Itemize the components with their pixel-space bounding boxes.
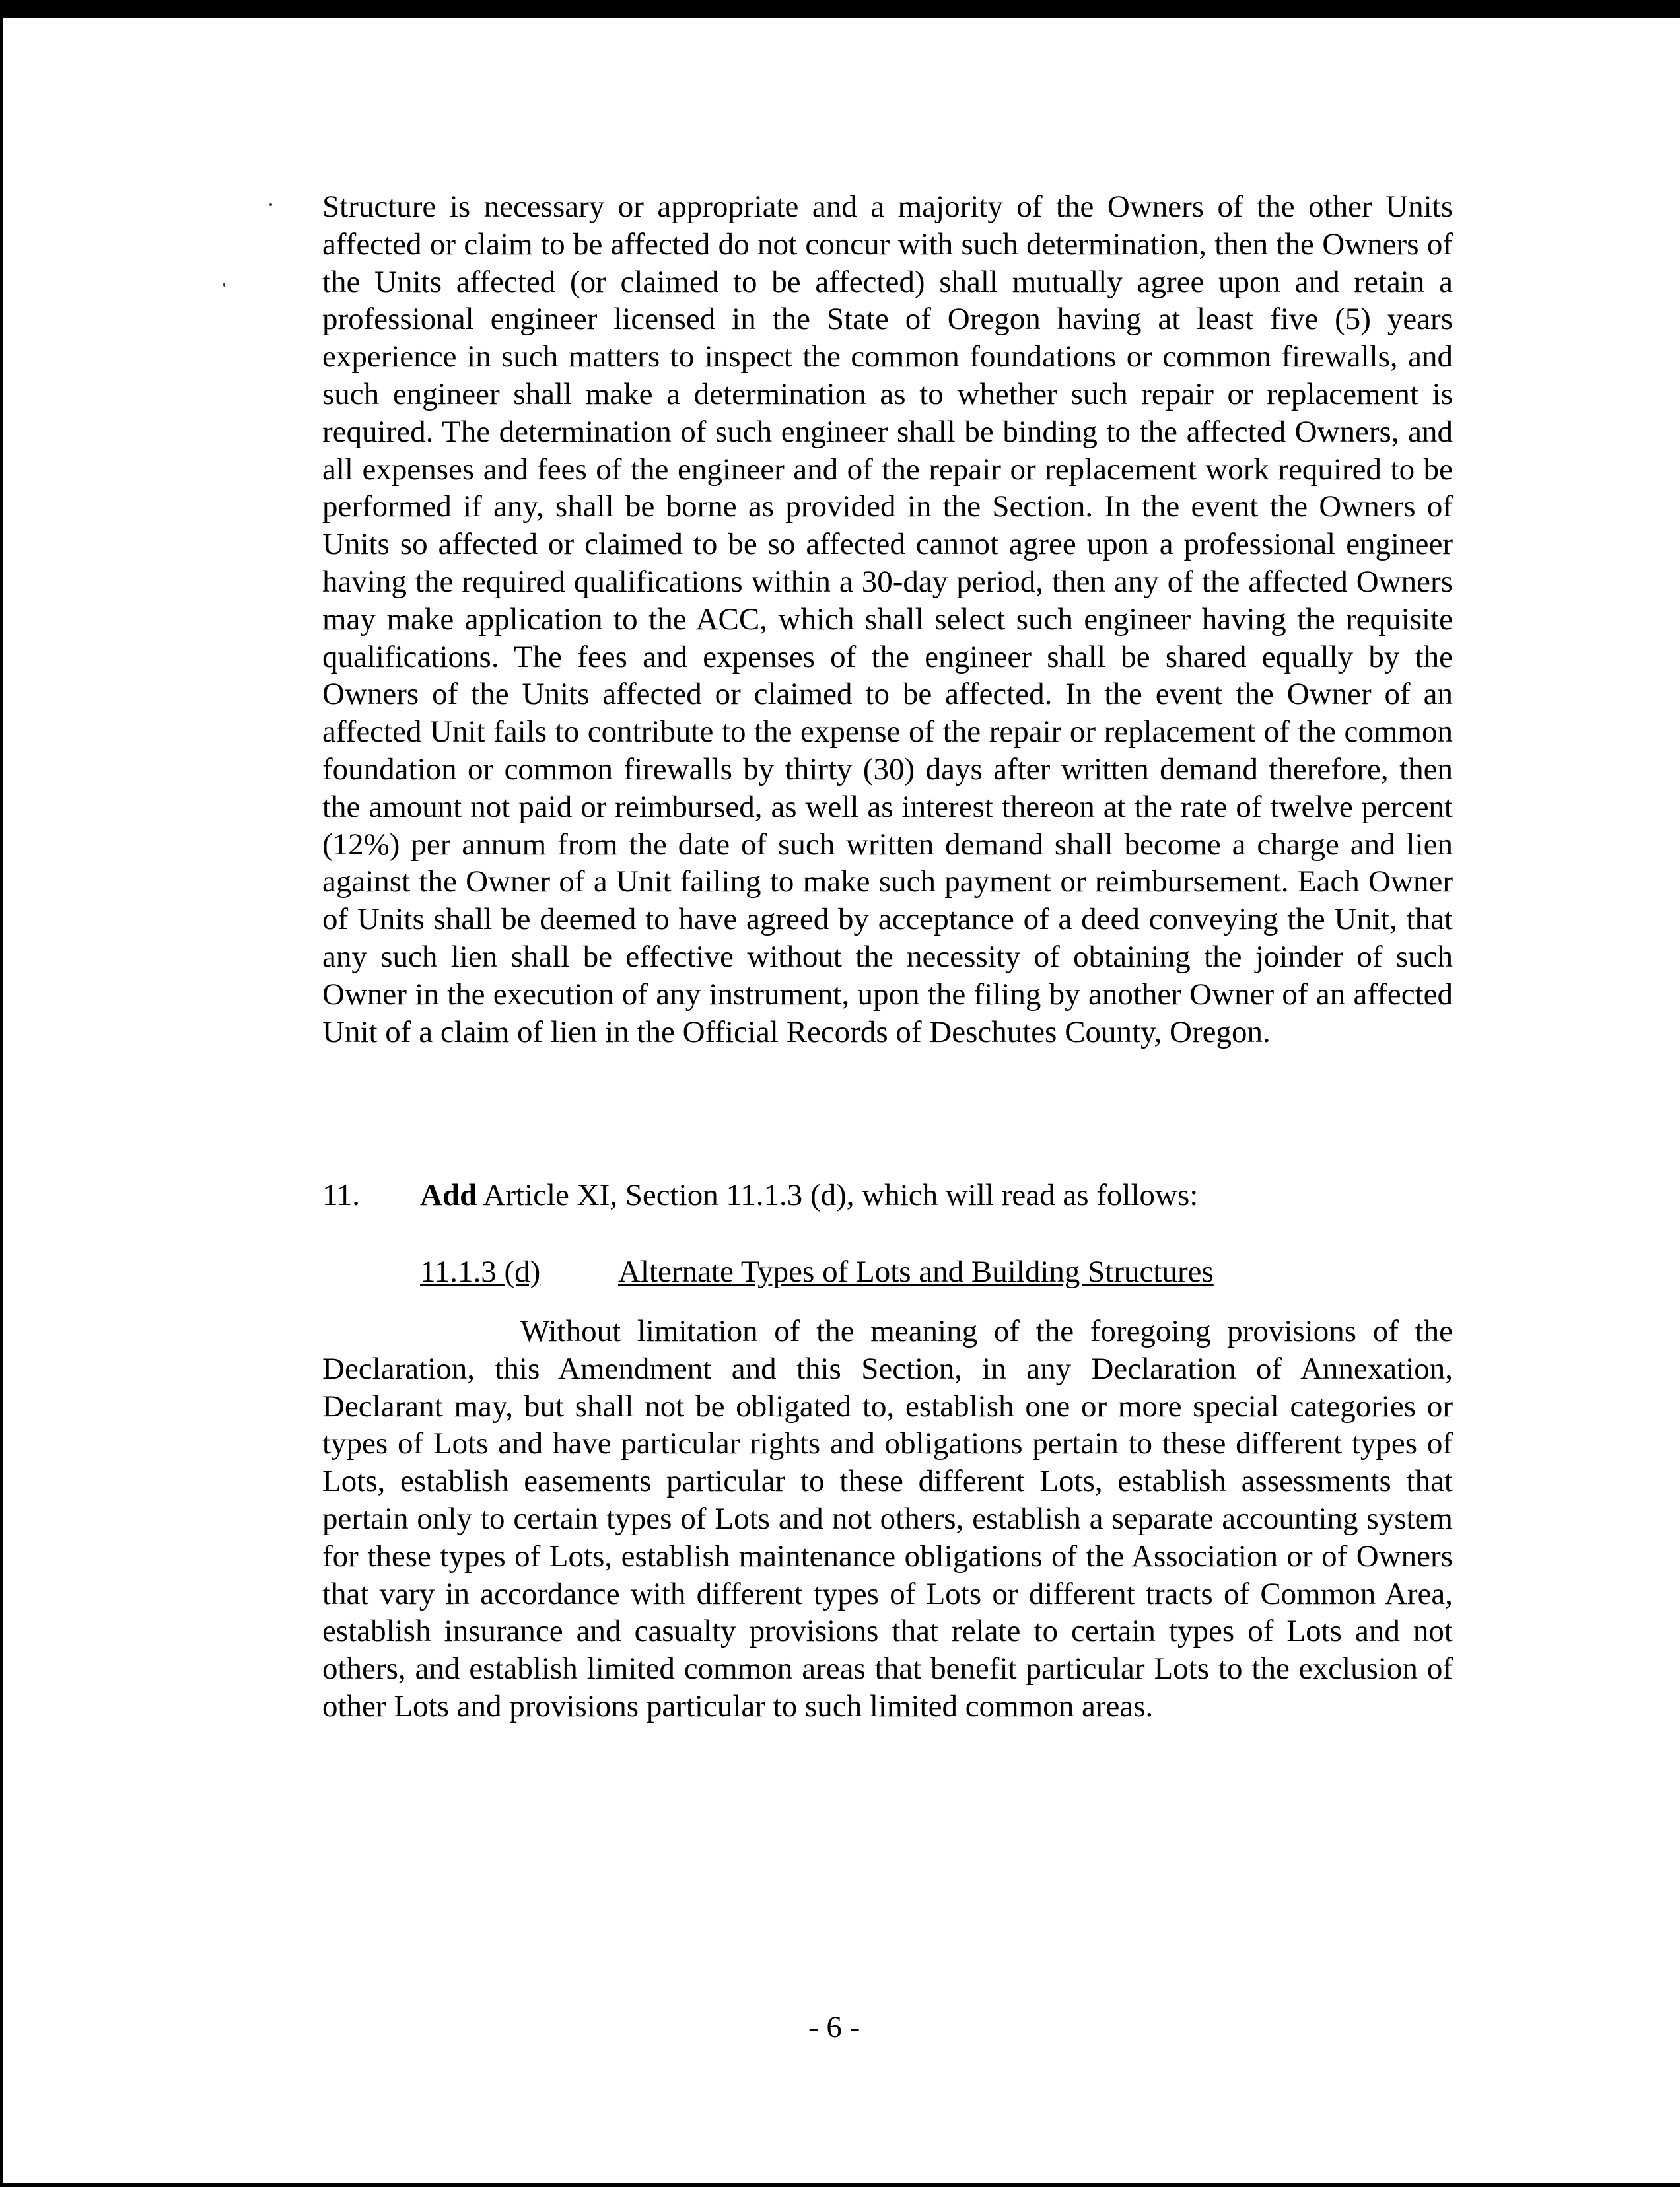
amendment-instruction-text: Article XI, Section 11.1.3 (d), which will read as follows: bbox=[477, 1178, 1199, 1212]
document-page bbox=[3, 18, 1680, 2183]
item-number: 11. bbox=[322, 1178, 361, 1212]
amendment-instruction-bold: Add bbox=[420, 1178, 477, 1212]
scan-speck bbox=[223, 283, 225, 287]
section-title: Alternate Types of Lots and Building Structures bbox=[618, 1255, 1214, 1289]
section-number: 11.1.3 (d) bbox=[420, 1255, 541, 1289]
body-paragraph-continuation: Structure is necessary or appropriate and a majority of the Owners of the other Units affected or claim to be affected do not concur with such determination, then the Owners of the Units affected (or claimed to be affected) shall mutually agree upon and retain a professional engineer licensed in the State of Oregon having at least five (5) years experience in such matters to inspect the common foundations or common firewalls, and such engineer shall make a determination as to whether such repair or replacement is required. The determination of such engineer shall be binding to the affected Owners, and all expenses and fees of the engineer and of the repair or replacement work required to be performed if any, shall be borne as provided in the Section. In the event the Owners of Units so affected or claimed to be so affected cannot agree upon a professional engineer having the required qualifications within a 30-day period, then any of the affected Owners may make application to the ACC, which shall select such engineer having the requisite qualifications. The fees and expenses of the engineer shall be shared equally by the Owners of the Units affected or claimed to be affected. In the event the Owner of an affected Unit fails to contribute to the expense of the repair or replacement of the common foundation or common firewalls by thirty (30) days after written demand therefore, then the amount not paid or reimbursed, as well as interest thereon at the rate of twelve percent (12%) per annum from the date of such written demand shall become a charge and lien against the Owner of a Unit failing to make such payment or reimbursement. Each Owner of Units shall be deemed to have agreed by acceptance of a deed conveying the Unit, that any such lien shall be effective without the necessity of obtaining the joinder of such Owner in the execution of any instrument, upon the filing by another Owner of an affected Unit of a claim of lien in the Official Records of Deschutes County, Oregon. bbox=[322, 190, 1453, 1049]
page-number: - 6 - bbox=[808, 2010, 860, 2044]
amendment-instruction bbox=[420, 1177, 1198, 1213]
section-body-paragraph: Without limitation of the meaning of the foregoing provisions of the Declaration, this Amendment and this Section, in any Declaration of Annexation, Declarant may, but shall not be obligated to, establish one or more special categories or types of Lots and have particular rights and obligations pertain to these different types of Lots, establish easements particular to these different Lots, establish assessments that pertain only to certain types of Lots and not others, establish a separate accounting system for these types of Lots, establish maintenance obligations of the Association or of Owners that vary in accordance with different types of Lots or different tracts of Common Area, establish insurance and casualty provisions that relate to certain types of Lots and not others, and establish limited common areas that benefit particular Lots to the exclusion of other Lots and provisions particular to such limited common areas. bbox=[322, 1314, 1453, 1723]
scan-speck bbox=[269, 203, 272, 206]
